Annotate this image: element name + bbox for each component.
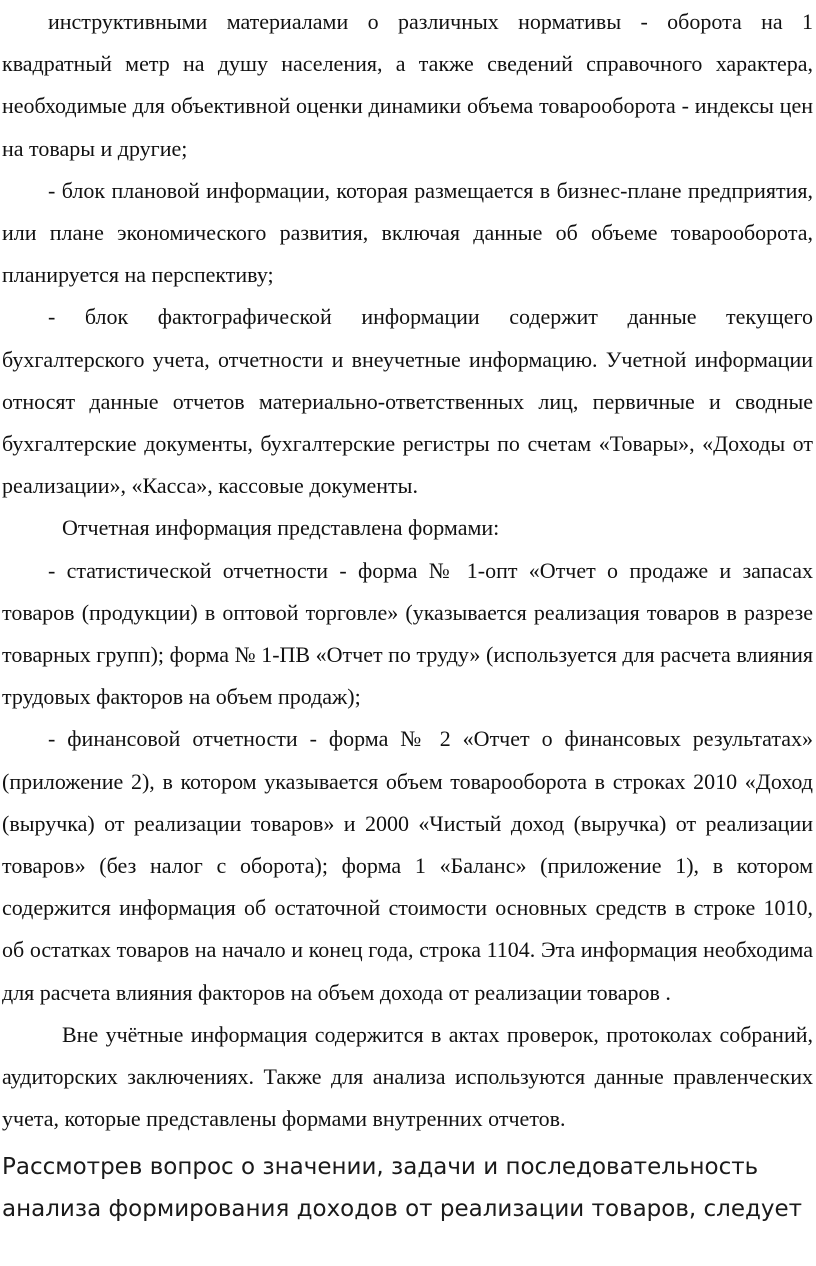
paragraph-planned-info: - блок плановой информации, которая размещается в бизнес-плане предприятия, или плане экономического развития, включая данные об объеме товарооборота, планируется на перспективу; [2, 177, 813, 288]
paragraph-normative-info: инструктивными материалами о различных нормативы - оборота на 1 квадратный метр на душу населения, а также сведений справочного характера, необходимые для объективной оценки динамики объема товарооборота - индексы цен на товары и другие; [2, 9, 813, 161]
paragraph-statistical-reporting: - статистической отчетности - форма № 1-опт «Отчет о продаже и запасах товаров (продукции) в оптовой торговле» (указывается реализация товаров в разрезе товарных групп); форма № 1-ПВ «Отчет по труду» (используется для расчета влияния трудовых факторов на объем продаж); [2, 557, 813, 710]
paragraph-financial-reporting: - финансовой отчетности - форма № 2 «Отчет о финансовых результатах» (приложение 2), в котором указывается объем товарооборота в строках 2010 «Доход (выручка) от реализации товаров» и 2000 «Чистый доход (выручка) от реализации товаров» (без налог с оборота); форма 1 «Баланс» (приложение 1), в котором содержится информация об остаточной стоимости основных средств в строке 1010, об остатках товаров на начало и конец года, строка 1104. Эта информация необходима для расчета влияния факторов на объем дохода от реализации товаров . [2, 726, 813, 1005]
paragraph-reporting-forms-intro: Отчетная информация представлена формами: [62, 515, 500, 541]
paragraph-conclusion-start: Рассмотрев вопрос о значении, задачи и последовательность анализа формирования доходов от реализации товаров, следует [2, 1154, 803, 1223]
paragraph-factual-info: - блок фактографической информации содержит данные текущего бухгалтерского учета, отчетности и внеучетные информацию. Учетной информации относят данные отчетов материально-ответственных лиц, первичные и сводные бухгалтерские документы, бухгалтерские регистры по счетам «Товары», «Доходы от реализации», «Касса», кассовые документы. [2, 304, 813, 499]
paragraph-non-accounting-info: Вне учётные информация содержится в актах проверок, протоколах собраний, аудиторских заключениях. Также для анализа используются данные правленческих учета, которые представлены формами внутренних отчетов. [2, 1021, 813, 1132]
